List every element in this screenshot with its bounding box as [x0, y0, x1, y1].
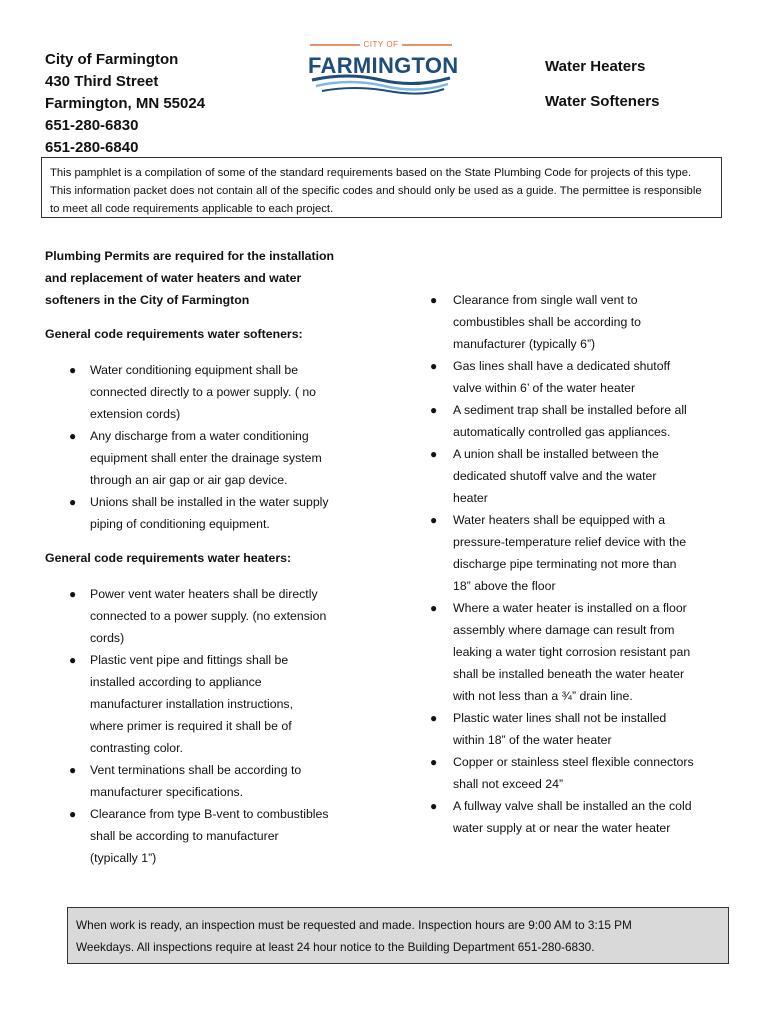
heaters-list [45, 583, 375, 869]
permit-heading-line: Plumbing Permits are required for the installation [45, 249, 335, 263]
bullet-icon: ● [69, 653, 77, 667]
list-item: ● Plastic vent pipe and fittings shall be installed according to appliance manufacturer installation instructions, where primer is required it shall be of contrasting color. [45, 649, 375, 759]
list-item: ● A union shall be installed between the dedicated shutoff valve and the water heater [427, 443, 727, 509]
notice-line: When work is ready, an inspection must be requested and made. Inspection hours are 9:00 AM to 3:15 PM [76, 918, 632, 932]
list-item: ● Water heaters shall be equipped with a pressure-temperature relief device with the discharge pipe terminating not more than 18” above the floor [427, 509, 727, 597]
address-line: 651-280-6830 [45, 117, 139, 134]
logo-wordmark: FARMINGTON [308, 53, 459, 78]
bullet-icon: ● [69, 807, 77, 821]
heaters-heading: General code requirements water heaters: [45, 551, 292, 565]
inspection-notice-box [67, 907, 729, 964]
list-item: ● Copper or stainless steel flexible connectors shall not exceed 24” [427, 751, 727, 795]
bullet-icon: ● [430, 403, 438, 417]
list-item: ● Clearance from type B-vent to combustibles shall be according to manufacturer (typically 1”) [45, 803, 375, 869]
permit-heading [45, 245, 375, 311]
document-titles [545, 58, 659, 110]
city-address-block [45, 49, 205, 159]
list-item: ● Water conditioning equipment shall be connected directly to a power supply. ( no extension cords) [45, 359, 375, 425]
farmington-logo [308, 38, 459, 100]
heaters-list-continued [427, 289, 727, 839]
list-item: ● A sediment trap shall be installed before all automatically controlled gas appliances. [427, 399, 727, 443]
bullet-icon: ● [430, 293, 438, 307]
bullet-icon: ● [430, 601, 438, 615]
title-water-heaters: Water Heaters [545, 58, 646, 75]
permit-heading-line: and replacement of water heaters and water [45, 271, 302, 285]
list-item: ● Unions shall be installed in the water supply piping of conditioning equipment. [45, 491, 375, 535]
left-column [45, 245, 375, 869]
bullet-icon: ● [69, 587, 77, 601]
bullet-icon: ● [430, 799, 438, 813]
bullet-icon: ● [430, 513, 438, 527]
list-item: ● A fullway valve shall be installed an the cold water supply at or near the water heater [427, 795, 727, 839]
bullet-icon: ● [430, 447, 438, 461]
address-line: 651-280-6840 [45, 139, 139, 156]
title-water-softeners: Water Softeners [545, 93, 660, 110]
address-line: City of Farmington [45, 51, 179, 68]
notice-line: Weekdays. All inspections require at least 24 hour notice to the Building Department 651-280-6830. [76, 940, 595, 954]
bullet-icon: ● [430, 359, 438, 373]
list-item: ● Where a water heater is installed on a floor assembly where damage can result from leaking a water tight corrosion resistant pan shall be installed beneath the water heater with not less than a ¾” drain line. [427, 597, 727, 707]
permit-heading-line: softeners in the City of Farmington [45, 293, 250, 307]
logo-city-of-text: CITY OF [363, 40, 399, 49]
address-line: 430 Third Street [45, 73, 159, 90]
bullet-icon: ● [69, 495, 77, 509]
list-item: ● Any discharge from a water conditioning equipment shall enter the drainage system through an air gap or air gap device. [45, 425, 375, 491]
bullet-icon: ● [69, 763, 77, 777]
list-item: ● Clearance from single wall vent to combustibles shall be according to manufacturer (typically 6”) [427, 289, 727, 355]
bullet-icon: ● [430, 755, 438, 769]
bullet-icon: ● [69, 429, 77, 443]
list-item: ● Plastic water lines shall not be installed within 18” of the water heater [427, 707, 727, 751]
bullet-icon: ● [430, 711, 438, 725]
softeners-list [45, 359, 375, 535]
bullet-icon: ● [69, 363, 77, 377]
intro-disclaimer-box: This pamphlet is a compilation of some of the standard requirements based on the State Plumbing Code for projects of this type. This information packet does not contain all of the specific codes and should only be used as a guide. The permittee is responsible to meet all code requirements applicable to each project. [41, 157, 722, 218]
list-item: ● Vent terminations shall be according to manufacturer specifications. [45, 759, 375, 803]
list-item: ● Power vent water heaters shall be directly connected to a power supply. (no extension cords) [45, 583, 375, 649]
address-line: Farmington, MN 55024 [45, 95, 206, 112]
list-item: ● Gas lines shall have a dedicated shutoff valve within 6’ of the water heater [427, 355, 727, 399]
right-column [427, 289, 727, 839]
softeners-heading: General code requirements water softeners: [45, 327, 303, 341]
